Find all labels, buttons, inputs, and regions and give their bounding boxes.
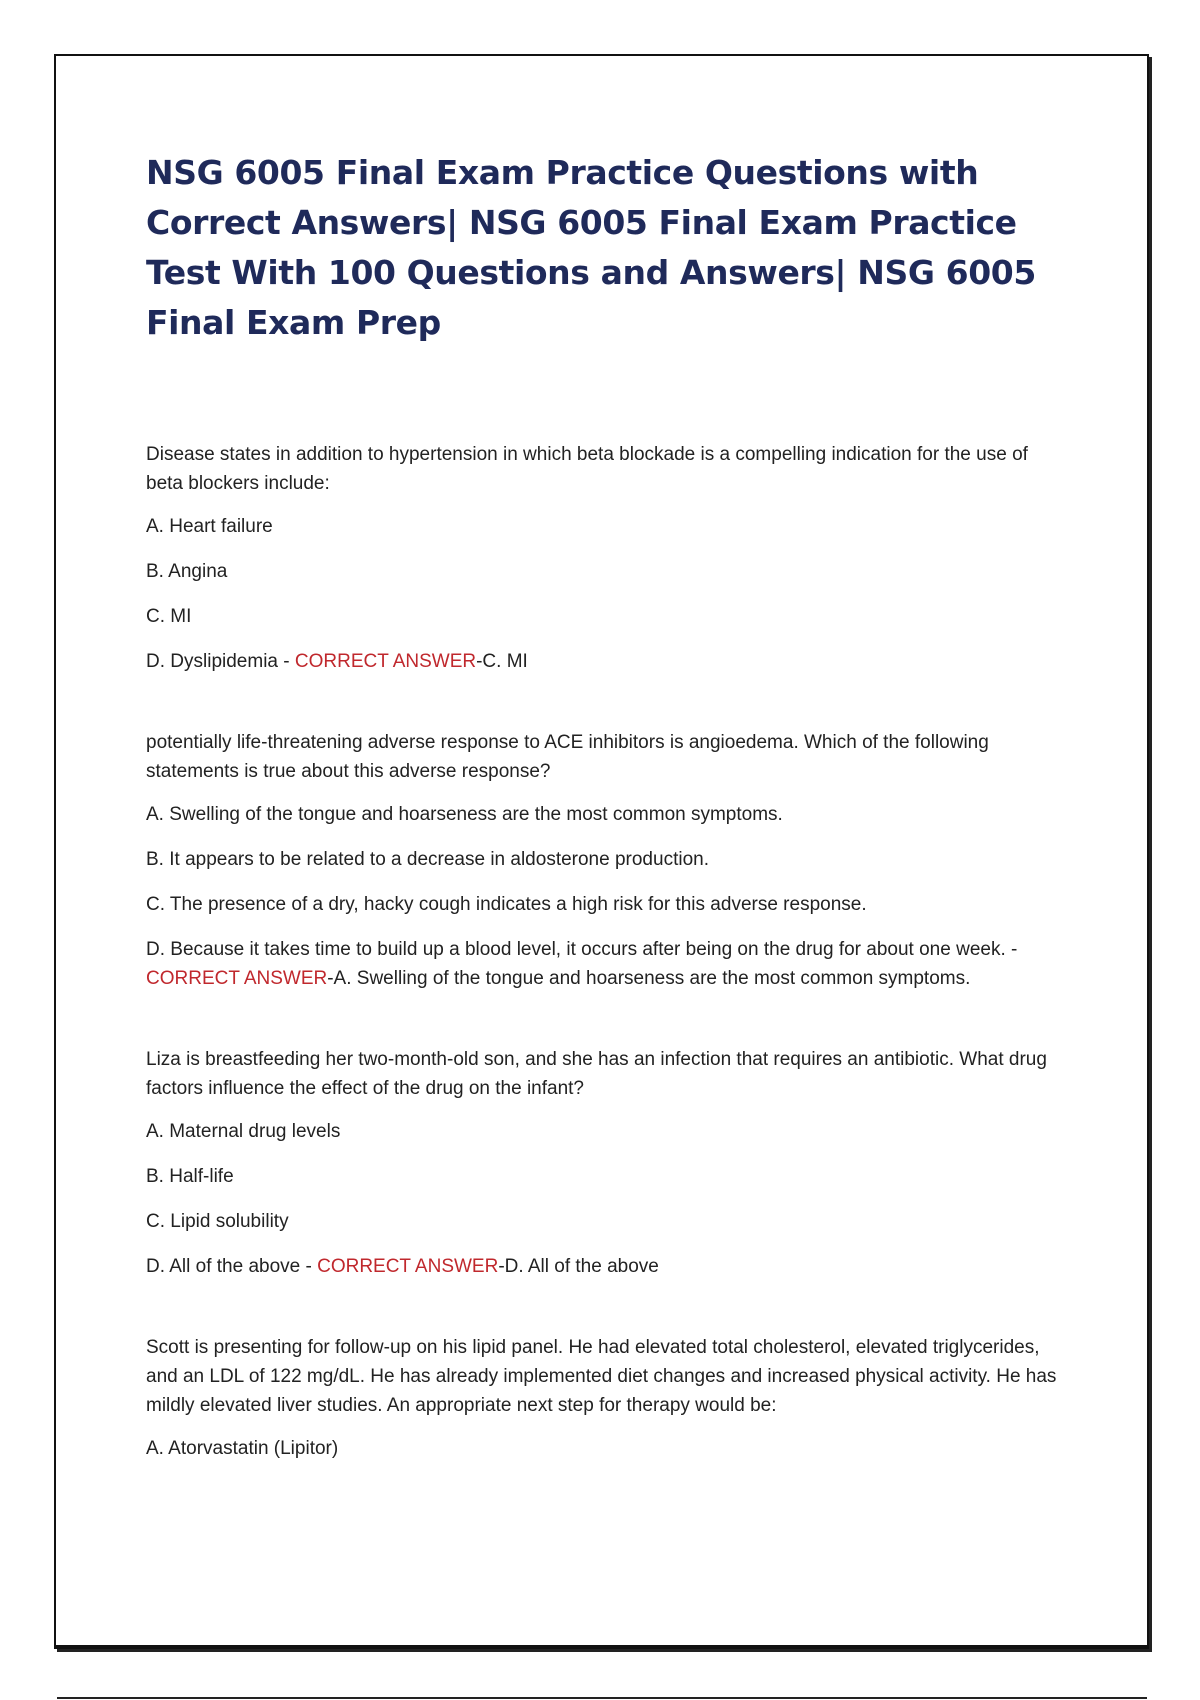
answer-option-b: B. Half-life (146, 1166, 234, 1187)
answer-option-b: B. It appears to be related to a decrease in aldosterone production. (146, 849, 709, 870)
question-1 (146, 440, 1066, 676)
answer-option-d (146, 935, 1066, 993)
correct-answer-label: CORRECT ANSWER (294, 651, 477, 672)
correct-answer-label: CORRECT ANSWER (317, 1256, 499, 1277)
option-d-text: D. Dyslipidemia - (146, 651, 295, 672)
question-stem: Scott is presenting for follow-up on his lipid panel. He had elevated total cholesterol, elevated triglycerides, and an LDL of 122 mg/dL. He has already implemented diet changes and increased physical activity. He has mildly elevated liver studies. An appropriate next step for therapy would be: (146, 1337, 1057, 1416)
question-4 (146, 1333, 1066, 1463)
option-d-text: D. Because it takes time to build up a blood level, it occurs after being on the drug for about one week. - (146, 939, 1018, 960)
correct-answer-text: -D. All of the above (498, 1256, 659, 1277)
answer-option-a: A. Maternal drug levels (146, 1121, 341, 1142)
answer-option-a: A. Atorvastatin (Lipitor) (146, 1438, 339, 1459)
question-2 (146, 728, 1066, 993)
question-stem: potentially life-threatening adverse response to ACE inhibitors is angioedema. Which of the following statements is true about this adverse response? (146, 732, 989, 782)
question-3 (146, 1045, 1066, 1281)
correct-answer-text: -C. MI (476, 651, 528, 672)
answer-option-b: B. Angina (146, 561, 228, 582)
document-content (146, 148, 1066, 1463)
answer-option-c: C. Lipid solubility (146, 1211, 289, 1232)
question-stem: Liza is breastfeeding her two-month-old son, and she has an infection that requires an antibiotic. What drug factors influence the effect of the drug on the infant? (146, 1049, 1047, 1099)
answer-option-d (146, 1252, 1066, 1281)
answer-option-a: A. Swelling of the tongue and hoarseness are the most common symptoms. (146, 804, 783, 825)
answer-option-c: C. MI (146, 606, 192, 627)
question-stem: Disease states in addition to hypertension in which beta blockade is a compelling indication for the use of beta blockers include: (146, 444, 1028, 494)
option-d-text: D. All of the above - (146, 1256, 318, 1277)
document-title: NSG 6005 Final Exam Practice Questions with Correct Answers| NSG 6005 Final Exam Practice Test With 100 Questions and Answers| NSG 6005 Final Exam Prep (146, 153, 1036, 342)
answer-option-a: A. Heart failure (146, 516, 273, 537)
correct-answer-text: -A. Swelling of the tongue and hoarseness are the most common symptoms. (327, 968, 971, 989)
answer-option-c: C. The presence of a dry, hacky cough indicates a high risk for this adverse response. (146, 894, 867, 915)
question-list (146, 440, 1066, 1463)
next-page-edge (57, 1697, 1147, 1699)
correct-answer-label: CORRECT ANSWER (146, 968, 328, 989)
answer-option-d (146, 647, 1066, 676)
